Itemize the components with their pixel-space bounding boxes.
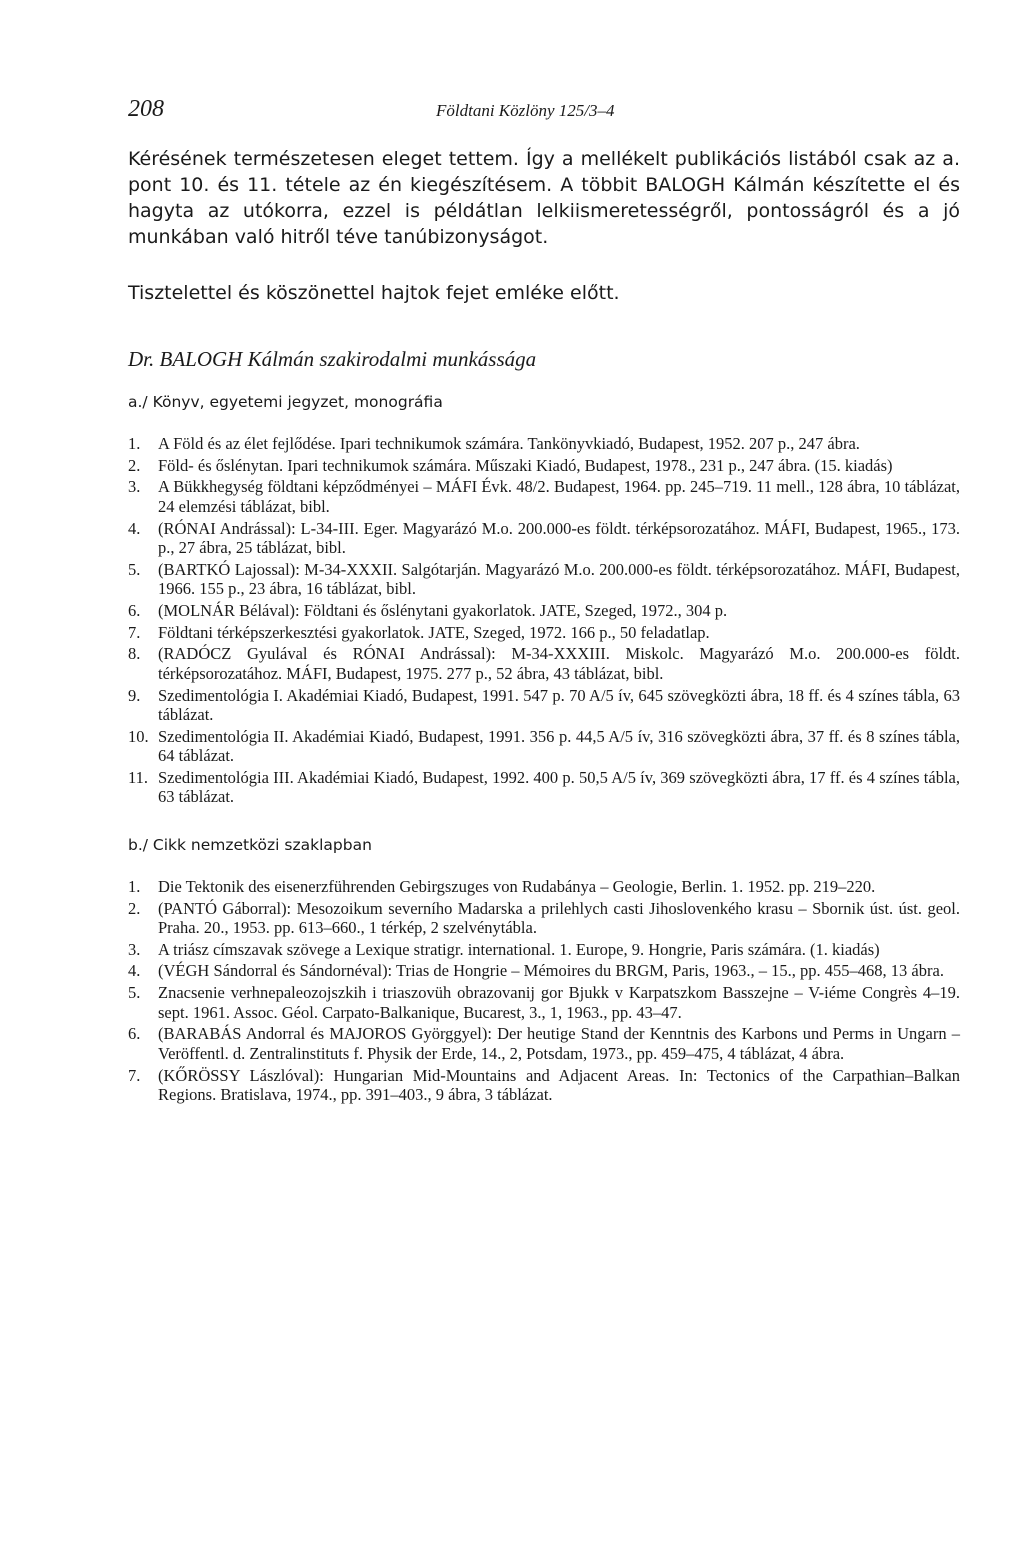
journal-title: Földtani Közlöny 125/3–4	[436, 101, 615, 120]
list-item	[128, 940, 960, 960]
item-number: 6.	[128, 600, 141, 620]
item-text: A Bükkhegység földtani képződményei – MÁFI Évk. 48/2. Budapest, 1964. pp. 245–719. 11 mell., 128 ábra, 10 táblázat, 24 elemzési táblázat, bibl.	[158, 477, 960, 516]
item-text: Die Tektonik des eisenerzführenden Gebirgszuges von Rudabánya – Geologie, Berlin. 1. 1952. pp. 219–220.	[158, 876, 876, 896]
item-number: 6.	[128, 1024, 141, 1044]
item-number: 7.	[128, 622, 141, 642]
item-text: Földtani térképszerkesztési gyakorlatok. JATE, Szeged, 1972. 166 p., 50 feladatlap.	[158, 622, 710, 642]
list-item	[128, 601, 960, 621]
item-number: 4.	[128, 518, 141, 538]
item-text: A triász címszavak szövege a Lexique stratigr. international. 1. Europe, 9. Hongrie, Paris számára. (1. kiadás)	[158, 939, 880, 959]
publication-list-articles	[128, 877, 960, 1105]
item-number: 3.	[128, 477, 141, 497]
list-item	[128, 768, 960, 807]
item-text: A Föld és az élet fejlődése. Ipari technikumok számára. Tankönyvkiadó, Budapest, 1952. 207 p., 247 ábra.	[158, 434, 860, 453]
item-text: (RÓNAI Andrással): L-34-III. Eger. Magyarázó M.o. 200.000-es földt. térképsorozatához. MÁFI, Budapest, 1965., 173. p., 27 ábra, 25 táblázat, bibl.	[158, 518, 960, 558]
subsection-heading-articles: b./ Cikk nemzetközi szaklapban	[128, 835, 372, 854]
item-text: (VÉGH Sándorral és Sándornéval): Trias de Hongrie – Mémoires du BRGM, Paris, 1963., – 15., pp. 455–468, 13 ábra.	[158, 961, 944, 981]
item-number: 8.	[128, 644, 141, 664]
item-number: 3.	[128, 939, 141, 959]
list-item	[128, 1024, 960, 1063]
item-number: 7.	[128, 1065, 141, 1085]
item-text: Föld- és őslénytan. Ipari technikumok számára. Műszaki Kiadó, Budapest, 1978., 231 p., 247 ábra. (15. kiadás)	[158, 455, 893, 475]
item-text: (PANTÓ Gáborral): Mesozoikum severního Madarska a prilehlych casti Jihoslovenkého krasu – Sbornik úst. úst. geol. Praha. 20., 1953. pp. 613–660., 1 térkép, 2 szelvénytábla.	[158, 898, 960, 938]
publication-list-books	[128, 434, 960, 807]
item-text: Szedimentológia I. Akadémiai Kiadó, Budapest, 1991. 547 p. 70 A/5 ív, 645 szövegközti ábra, 18 ff. és 4 színes tábla, 63 táblázat.	[158, 685, 960, 724]
intro-paragraph: Kérésének természetesen eleget tettem. Így a mellékelt publikációs listából csak az a. pont 10. és 11. tétele az én kiegészítésem. A többit BALOGH Kálmán készítette el és hagyta az utókorra, ezzel is példátlan lelkiismeretességről, pontosságról és a jó munkában való hitről téve tanúbizonyságot.	[128, 148, 960, 248]
list-item	[128, 456, 960, 476]
item-number: 2.	[128, 898, 141, 918]
bibliography-title: Dr. BALOGH Kálmán szakirodalmi munkássága	[128, 347, 537, 371]
list-item	[128, 877, 960, 897]
item-number: 10.	[128, 726, 149, 746]
list-item	[128, 519, 960, 558]
list-item	[128, 983, 960, 1022]
list-item	[128, 434, 960, 454]
item-text: Znacsenie verhnepaleozojszkih i triaszovüh obrazovanij gor Bjukk v Karpatszkom Basszejne – V-iéme Congrès 4–19. sept. 1961. Assoc. Géol. Carpato-Balkanique, Bucarest, 3., 1, 1963., pp. 43–47.	[158, 983, 960, 1022]
closing-sentence: Tisztelettel és köszönettel hajtok fejet emléke előtt.	[128, 282, 620, 304]
list-item	[128, 477, 960, 516]
list-item	[128, 899, 960, 938]
document-page	[128, 96, 960, 1107]
list-item	[128, 1066, 960, 1105]
list-item	[128, 961, 960, 981]
page-number: 208	[128, 96, 164, 122]
item-number: 9.	[128, 685, 141, 705]
list-item	[128, 727, 960, 766]
item-number: 1.	[128, 876, 141, 896]
list-item	[128, 560, 960, 599]
list-item	[128, 686, 960, 725]
item-text: (MOLNÁR Bélával): Földtani és őslénytani gyakorlatok. JATE, Szeged, 1972., 304 p.	[158, 600, 728, 620]
item-text: (BARTKÓ Lajossal): M-34-XXXII. Salgótarján. Magyarázó M.o. 200.000-es földt. térképsorozatához. MÁFI, Budapest, 1966. 155 p., 23 ábra, 16 táblázat, bibl.	[158, 559, 960, 599]
item-text: Szedimentológia III. Akadémiai Kiadó, Budapest, 1992. 400 p. 50,5 A/5 ív, 369 szövegközti ábra, 17 ff. és 4 színes tábla, 63 táblázat.	[158, 767, 960, 807]
item-text: (KŐRÖSSY Lászlóval): Hungarian Mid-Mountains and Adjacent Areas. In: Tectonics of the Carpathian–Balkan Regions. Bratislava, 1974., pp. 391–403., 9 ábra, 3 táblázat.	[158, 1065, 960, 1104]
list-item	[128, 644, 960, 683]
running-head	[128, 96, 960, 132]
item-number: 5.	[128, 983, 141, 1003]
item-text: (BARABÁS Andorral és MAJOROS Györggyel): Der heutige Stand der Kenntnis des Karbons und Perms in Ungarn – Veröffentl. d. Zentralinstituts f. Physik der Erde, 14., 2, Potsdam, 1973., pp. 459–475, 4 táblázat, 4 ábra.	[158, 1024, 960, 1063]
item-number: 11.	[128, 767, 149, 787]
subsection-heading-books: a./ Könyv, egyetemi jegyzet, monográfia	[128, 393, 443, 411]
item-number: 2.	[128, 455, 141, 475]
item-number: 5.	[128, 559, 141, 579]
item-text: Szedimentológia II. Akadémiai Kiadó, Budapest, 1991. 356 p. 44,5 A/5 ív, 316 szövegközti ábra, 37 ff. és 8 színes tábla, 64 táblázat.	[158, 726, 960, 766]
item-number: 1.	[128, 434, 141, 453]
list-item	[128, 623, 960, 643]
item-number: 4.	[128, 961, 141, 981]
item-text: (RADÓCZ Gyulával és RÓNAI Andrással): M-34-XXXIII. Miskolc. Magyarázó M.o. 200.000-es földt. térképsorozatához. MÁFI, Budapest, 1975. 277 p., 52 ábra, 43 táblázat, bibl.	[158, 644, 960, 683]
